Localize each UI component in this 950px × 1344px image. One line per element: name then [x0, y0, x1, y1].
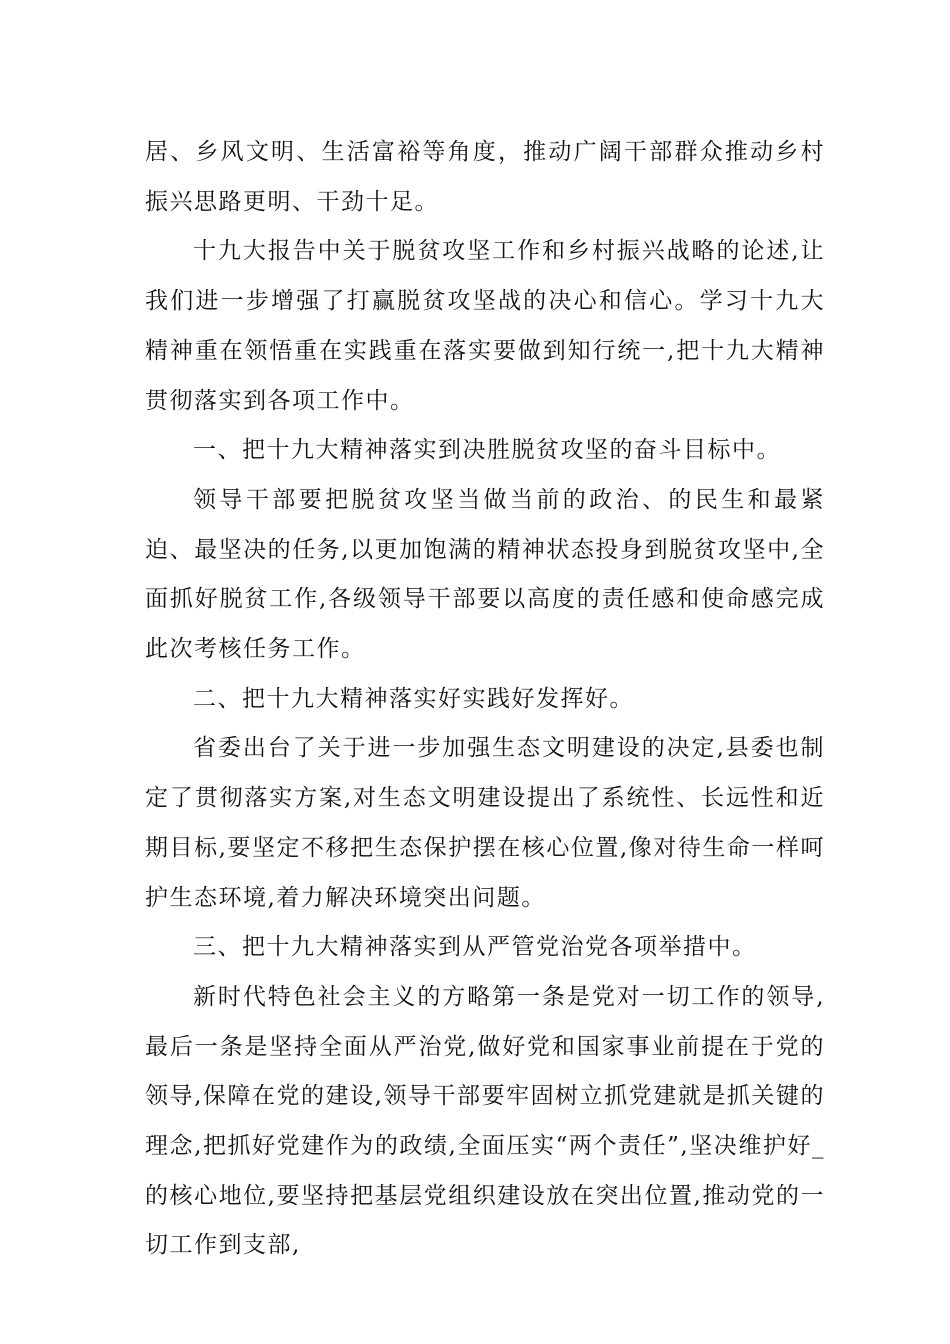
document-body [145, 128, 825, 1271]
section-heading-2: 二、把十九大精神落实好实践好发挥好。 [193, 685, 634, 712]
section-heading-3: 三、把十九大精神落实到从严管党治党各项举措中。 [193, 934, 757, 961]
paragraph-5: 新时代特色社会主义的方略第一条是党对一切工作的领导,最后一条是坚持全面从严治党,做好党和国家事业前提在于党的领导,保障在党的建设,领导干部要牢固树立抓党建就是抓关键的理念,把抓好党建作为的政绩,全面压实“两个责任”,坚决维护好_的核心地位,要坚持把基层党组织建设放在突出位置,推动党的一切工作到支部, [145, 983, 825, 1259]
paragraph-2: 十九大报告中关于脱贫攻坚工作和乡村振兴战略的论述,让我们进一步增强了打赢脱贫攻坚战的决心和信心。学习十九大精神重在领悟重在实践重在落实要做到知行统一,把十九大精神贯彻落实到各项工作中。 [145, 238, 825, 414]
paragraph-1: 居、乡风文明、生活富裕等角度，推动广阔干部群众推动乡村振兴思路更明、干劲十足。 [145, 139, 825, 215]
paragraph-4: 省委出台了关于进一步加强生态文明建设的决定,县委也制定了贯彻落实方案,对生态文明建设提出了系统性、长远性和近期目标,要坚定不移把生态保护摆在核心位置,像对待生命一样呵护生态环境,着力解决环境突出问题。 [145, 735, 825, 911]
paragraph-3: 领导干部要把脱贫攻坚当做当前的政治、的民生和最紧迫、最坚决的任务,以更加饱满的精神状态投身到脱贫攻坚中,全面抓好脱贫工作,各级领导干部要以高度的责任感和使命感完成此次考核任务工作。 [145, 486, 825, 663]
section-heading-1: 一、把十九大精神落实到决胜脱贫攻坚的奋斗目标中。 [193, 437, 781, 464]
